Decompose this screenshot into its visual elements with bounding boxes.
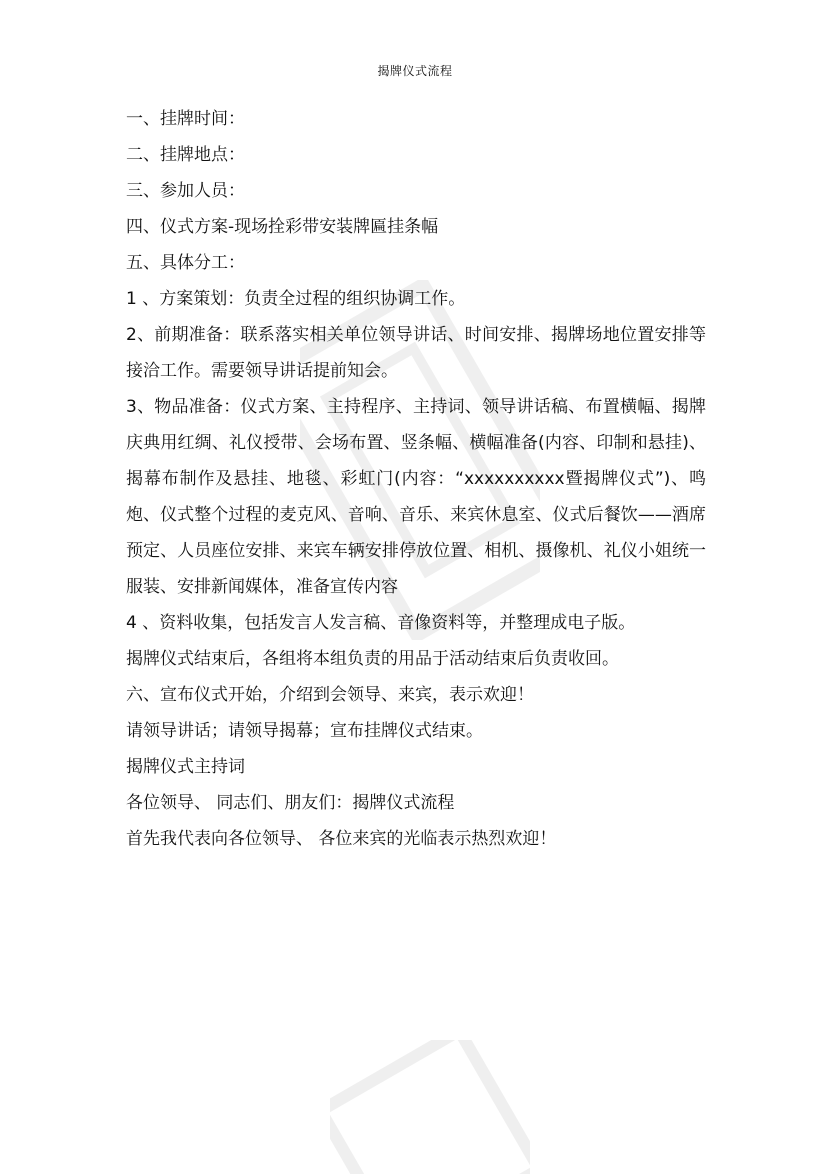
line-division-of-work: 五、具体分工：	[126, 253, 245, 273]
watermark-logo-bottom	[330, 1040, 530, 1174]
line-after-ceremony: 揭牌仪式结束后，各组将本组负责的用品于活动结束后负责收回。	[126, 649, 619, 669]
paragraph-item-2: 2、前期准备：联系落实相关单位领导讲话、时间安排、揭牌场地位置安排等接洽工作。需要领导讲话提前知会。	[126, 325, 706, 381]
document-title: 揭牌仪式流程	[377, 64, 453, 78]
line-welcome: 首先我代表向各位领导、 各位来宾的光临表示热烈欢迎！	[126, 829, 557, 849]
line-host-script-heading: 揭牌仪式主持词	[126, 757, 245, 777]
paragraph-item-3: 3、物品准备：仪式方案、主持程序、主持词、领导讲话稿、布置横幅、揭牌庆典用红绸、礼仪授带、会场布置、竖条幅、横幅准备(内容、印制和悬挂)、揭幕布制作及悬挂、地毯、彩虹门(内容：“xxxxxxxxxx暨揭牌仪式”)、鸣炮、仪式整个过程的麦克风、音响、音乐、来宾休息室、仪式后餐饮——酒席预定、人员座位安排、来宾车辆安排停放位置、相机、摄像机、礼仪小姐统一服装、安排新闻媒体，准备宣传内容	[126, 397, 706, 597]
line-attendees: 三、参加人员：	[126, 181, 245, 201]
line-hang-time: 一、挂牌时间：	[126, 109, 245, 129]
line-leader-speech: 请领导讲话；请领导揭幕；宣布挂牌仪式结束。	[126, 721, 483, 741]
line-hang-place: 二、挂牌地点：	[126, 145, 245, 165]
line-item-4: 4 、资料收集，包括发言人发言稿、音像资料等，并整理成电子版。	[126, 613, 636, 633]
line-ceremony-plan: 四、仪式方案-现场拴彩带安装牌匾挂条幅	[126, 217, 439, 237]
line-announce-start: 六、宣布仪式开始，介绍到会领导、来宾，表示欢迎！	[126, 685, 534, 705]
line-item-1: 1 、方案策划：负责全过程的组织协调工作。	[126, 289, 466, 309]
line-greeting: 各位领导、 同志们、朋友们：揭牌仪式流程	[126, 793, 455, 813]
document-body	[126, 101, 706, 857]
